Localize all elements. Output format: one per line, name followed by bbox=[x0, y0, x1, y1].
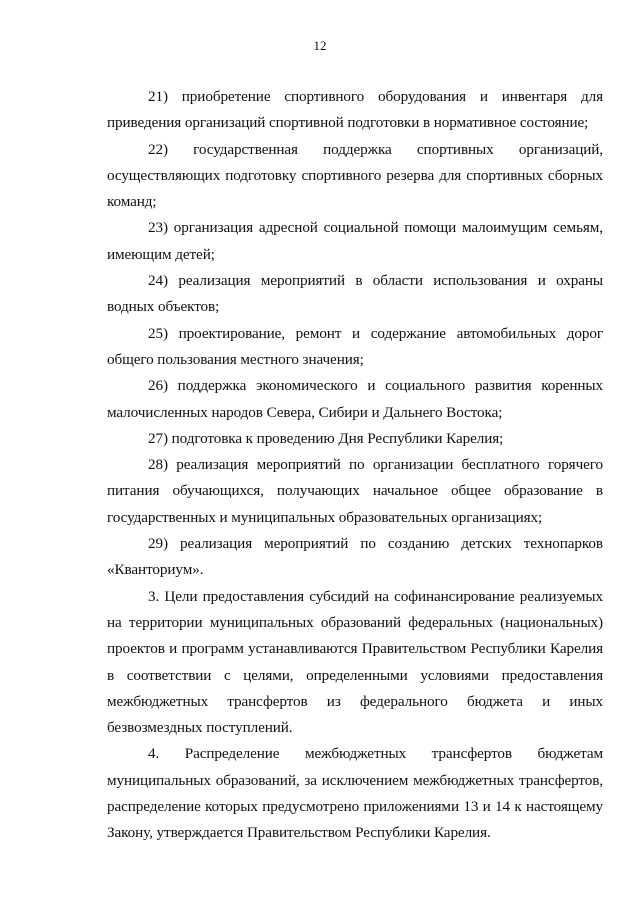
paragraph-item-24: 24) реализация мероприятий в области использования и охраны водных объектов; bbox=[107, 272, 603, 316]
paragraph-clause-3: 3. Цели предоставления субсидий на софинансирование реализуемых на территории муниципальных образований федеральных (национальных) проектов и программ устанавливаются Правительством Республики Карелия в соответствии с целями, определенными условиями предоставления межбюджетных трансфертов из федерального бюджета и иных безвозмездных поступлений. bbox=[107, 587, 603, 737]
paragraph-item-22: 22) государственная поддержка спортивных организаций, осуществляющих подготовку спортивного резерва для спортивных сборных команд; bbox=[107, 140, 603, 211]
paragraph-item-29: 29) реализация мероприятий по созданию детских технопарков «Кванториум». bbox=[107, 535, 603, 579]
paragraph-item-28: 28) реализация мероприятий по организации бесплатного горячего питания обучающихся, получающих начальное общее образование в государственных и муниципальных образовательных организациях; bbox=[107, 456, 603, 526]
paragraph-item-27: 27) подготовка к проведению Дня Республики Карелия; bbox=[148, 429, 504, 447]
paragraph-item-26: 26) поддержка экономического и социального развития коренных малочисленных народов Севера, Сибири и Дальнего Востока; bbox=[107, 377, 603, 421]
paragraph-item-21: 21) приобретение спортивного оборудования и инвентаря для приведения организаций спортивной подготовки в нормативное состояние; bbox=[107, 88, 603, 132]
paragraph-item-25: 25) проектирование, ремонт и содержание автомобильных дорог общего пользования местного значения; bbox=[107, 324, 603, 368]
page-number: 12 bbox=[313, 38, 327, 53]
document-body bbox=[107, 84, 603, 847]
paragraph-clause-4: 4. Распределение межбюджетных трансфертов бюджетам муниципальных образований, за исключением межбюджетных трансфертов, распределение которых предусмотрено приложениями 13 и 14 к настоящему Закону, утверждается Правительством Республики Карелия. bbox=[107, 745, 603, 842]
paragraph-item-23: 23) организация адресной социальной помощи малоимущим семьям, имеющим детей; bbox=[107, 219, 603, 263]
